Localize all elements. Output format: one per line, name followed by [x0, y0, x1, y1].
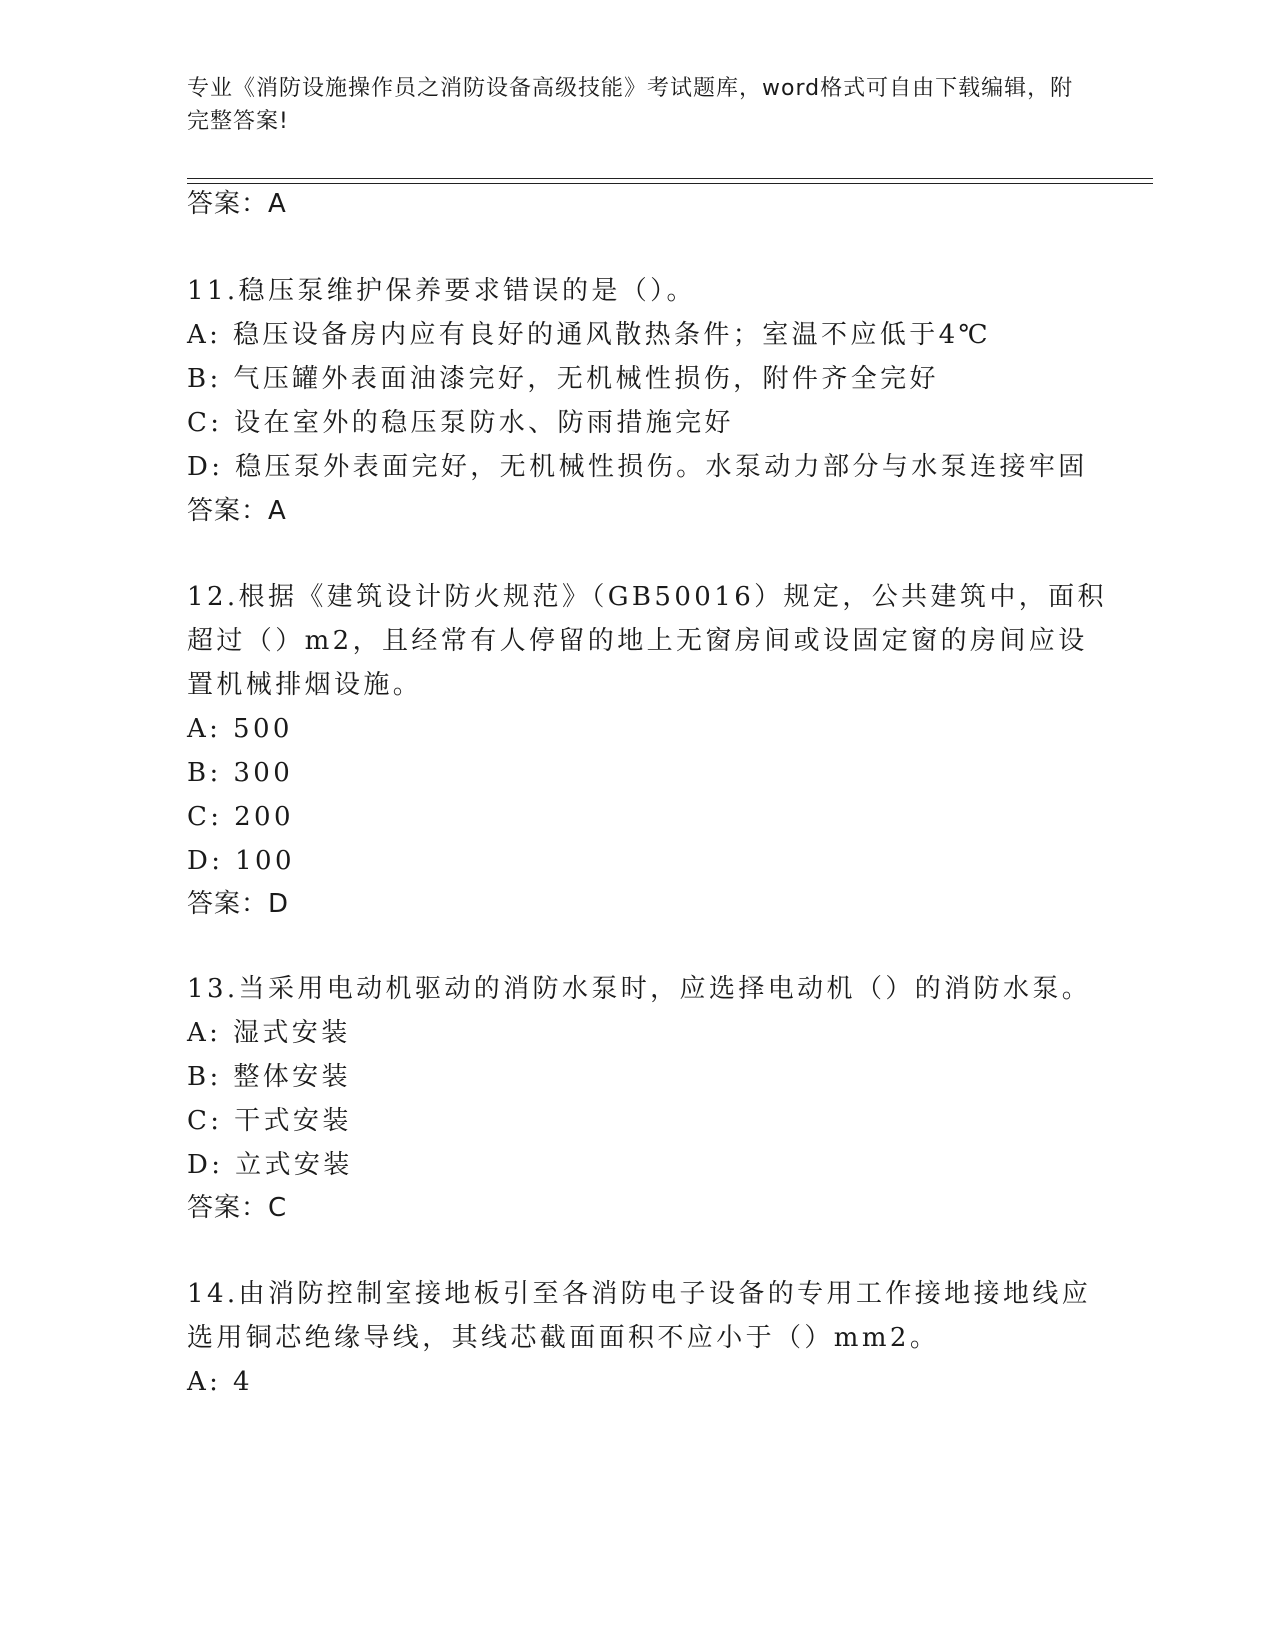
question-14-stem-line-1: 14.由消防控制室接地板引至各消防电子设备的专用工作接地接地线应 [187, 1279, 1092, 1309]
question-14-option-a: A: 4 [187, 1367, 253, 1397]
question-12-answer: 答案：D [187, 889, 290, 919]
question-13-option-c: C: 干式安装 [187, 1106, 352, 1136]
question-13-option-b: B: 整体安装 [187, 1062, 351, 1092]
question-12-option-a: A: 500 [187, 714, 293, 744]
question-13-option-a: A: 湿式安装 [187, 1018, 351, 1048]
question-12-stem-line-3: 置机械排烟设施。 [187, 670, 423, 700]
question-13-stem: 13.当采用电动机驱动的消防水泵时，应选择电动机（）的消防水泵。 [187, 974, 1092, 1004]
question-12-stem-line-1: 12.根据《建筑设计防火规范》（GB50016）规定，公共建筑中，面积 [187, 582, 1107, 612]
question-12-option-b: B: 300 [187, 758, 294, 788]
question-13-option-d: D: 立式安装 [187, 1150, 353, 1180]
header-divider-top [187, 178, 1153, 179]
question-11-option-a: A: 稳压设备房内应有良好的通风散热条件；室温不应低于4℃ [187, 320, 992, 350]
question-14-stem-line-2: 选用铜芯绝缘导线，其线芯截面面积不应小于（）mm2。 [187, 1323, 940, 1353]
question-11-option-d: D: 稳压泵外表面完好，无机械性损伤。水泵动力部分与水泵连接牢固 [187, 452, 1088, 482]
question-11-stem: 11.稳压泵维护保养要求错误的是（）。 [187, 276, 696, 306]
question-11-option-c: C: 设在室外的稳压泵防水、防雨措施完好 [187, 408, 734, 438]
question-12-option-d: D: 100 [187, 846, 295, 876]
question-11-answer: 答案：A [187, 496, 287, 526]
question-13-answer: 答案：C [187, 1193, 288, 1223]
question-11-option-b: B: 气压罐外表面油漆完好，无机械性损伤，附件齐全完好 [187, 364, 939, 394]
previous-answer: 答案：A [187, 189, 287, 219]
document-intro: 专业《消防设施操作员之消防设备高级技能》考试题库，word格式可自由下载编辑，附完整答案! [187, 76, 1074, 134]
question-12-option-c: C: 200 [187, 802, 294, 832]
question-12-stem-line-2: 超过（）m2，且经常有人停留的地上无窗房间或设固定窗的房间应设 [187, 626, 1088, 656]
header-divider-bottom [187, 183, 1153, 184]
